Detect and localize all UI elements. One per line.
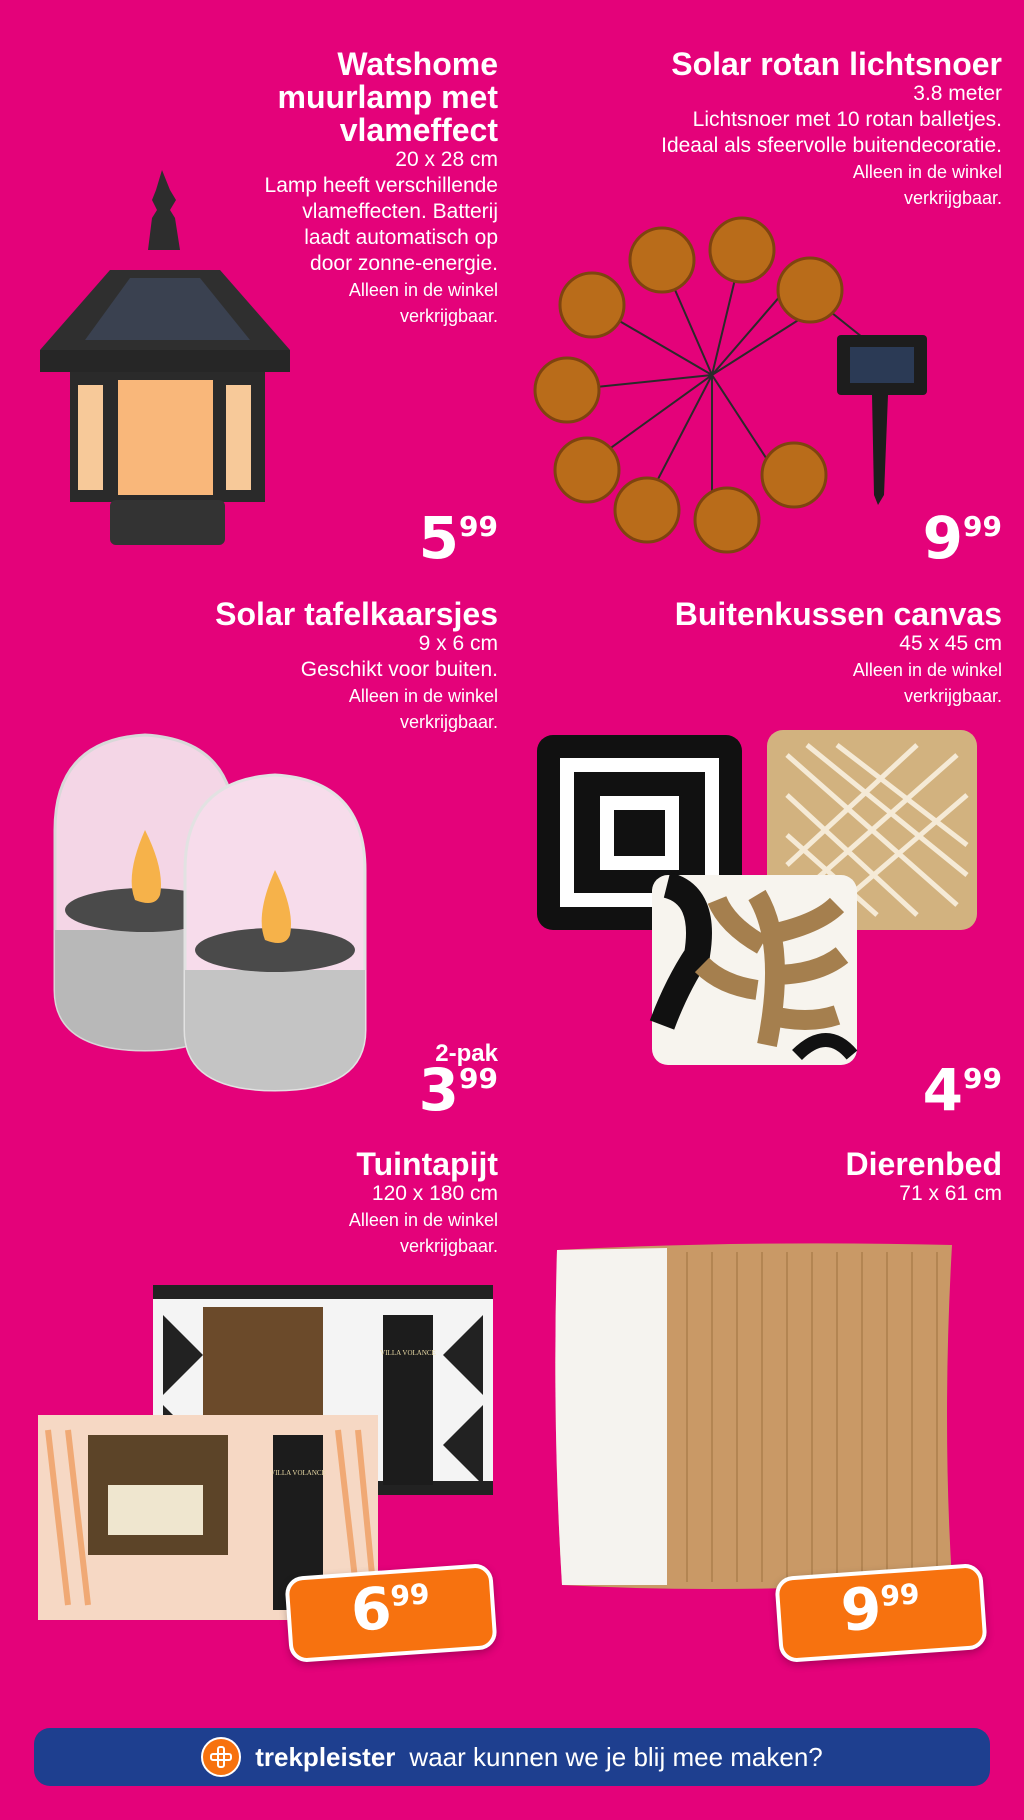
- product-size: 20 x 28 cm: [395, 148, 498, 171]
- footer-slogan: waar kunnen we je blij mee maken?: [409, 1741, 823, 1772]
- product-availability: Alleen in de winkel verkrijgbaar.: [348, 1210, 498, 1256]
- product-rattan-light-string[interactable]: [512, 40, 1024, 580]
- product-price: 3 99: [418, 1056, 498, 1124]
- product-title: Solar tafelkaarsjes: [215, 596, 498, 632]
- solar-wall-lantern-image: [30, 170, 300, 550]
- product-size: 71 x 61 cm: [899, 1182, 1002, 1205]
- svg-text:VILLA VOLANCE: VILLA VOLANCE: [380, 1349, 436, 1357]
- product-text: [512, 598, 1002, 709]
- product-price: 9 99: [838, 1574, 921, 1645]
- product-price: 9 99: [922, 504, 1002, 572]
- solar-table-candles-image: [35, 730, 405, 1100]
- product-title: Watshome muurlamp met vlameffect: [277, 46, 498, 148]
- product-description: Geschikt voor buiten.: [300, 658, 498, 681]
- product-text: [512, 48, 1002, 211]
- product-text: [58, 1148, 498, 1259]
- product-size: 45 x 45 cm: [899, 632, 1002, 655]
- product-garden-rugs[interactable]: [0, 1140, 512, 1680]
- footer-brand: trekpleister: [255, 1741, 396, 1772]
- product-size: 3.8 meter: [913, 82, 1002, 105]
- rattan-light-string-image: [532, 205, 932, 565]
- product-price: 6 99: [348, 1574, 431, 1645]
- product-size: 120 x 180 cm: [371, 1182, 498, 1205]
- svg-text:VILLA VOLANCE: VILLA VOLANCE: [270, 1469, 326, 1477]
- product-pet-bed[interactable]: [512, 1140, 1024, 1680]
- product-price: 5 99: [418, 504, 498, 572]
- price-pack-note: 2-pak: [435, 1040, 498, 1067]
- product-solar-table-candles[interactable]: [0, 590, 512, 1130]
- product-availability: Alleen in de winkel verkrijgbaar.: [348, 280, 498, 326]
- product-outdoor-cushions[interactable]: [512, 590, 1024, 1130]
- product-description: Lichtsnoer met 10 rotan balletjes. Ideaal als sfeervolle buitendecoratie.: [661, 108, 1002, 157]
- product-wall-lantern[interactable]: [0, 40, 512, 580]
- price-badge: [284, 1563, 497, 1663]
- product-availability: Alleen in de winkel verkrijgbaar.: [852, 660, 1002, 706]
- price-badge: [774, 1563, 987, 1663]
- outdoor-cushions-image: [537, 725, 1007, 1075]
- product-price: 4 99: [922, 1056, 1002, 1124]
- product-availability: Alleen in de winkel verkrijgbaar.: [348, 686, 498, 732]
- product-text: [512, 1148, 1002, 1207]
- product-description: Lamp heeft verschillende vlameffecten. Batterij laadt automatisch op door zonne-energie.: [264, 174, 498, 275]
- product-availability: Alleen in de winkel verkrijgbaar.: [852, 162, 1002, 208]
- product-size: 9 x 6 cm: [418, 632, 498, 655]
- trekpleister-logo-icon: [201, 1737, 241, 1777]
- product-title: Solar rotan lichtsnoer: [671, 46, 1002, 82]
- product-title: Dierenbed: [845, 1146, 1002, 1182]
- footer-banner[interactable]: [34, 1728, 990, 1786]
- product-title: Tuintapijt: [356, 1146, 498, 1182]
- pet-bed-image: [547, 1240, 967, 1600]
- product-text: [58, 598, 498, 735]
- product-title: Buitenkussen canvas: [674, 596, 1002, 632]
